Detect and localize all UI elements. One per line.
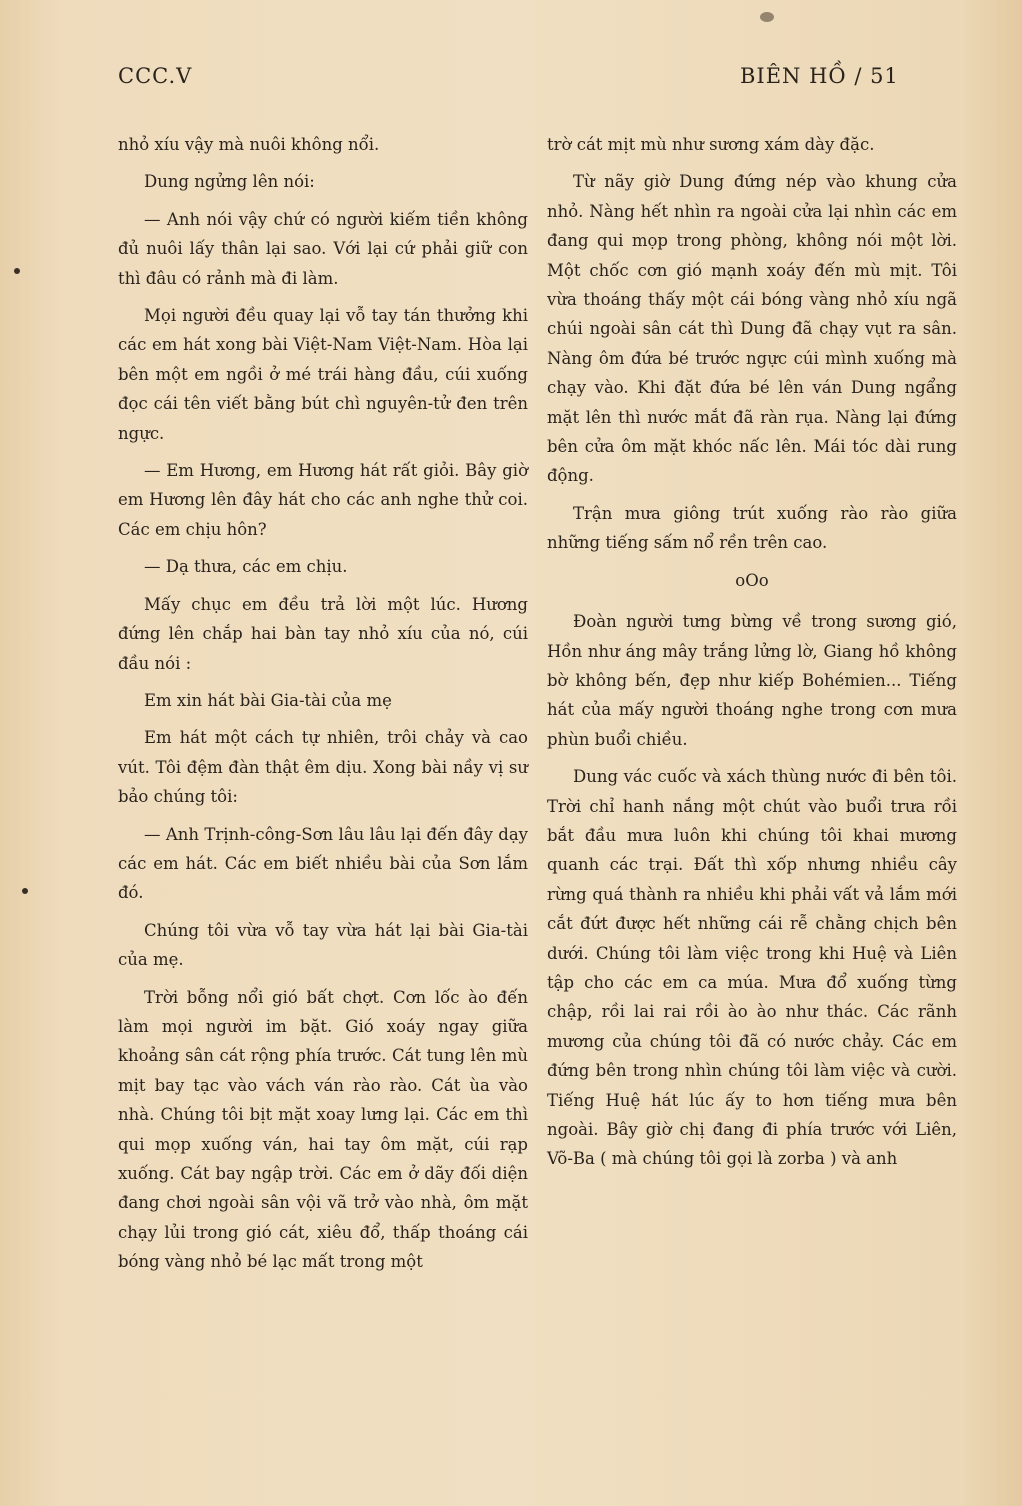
paragraph: Em hát một cách tự nhiên, trôi chảy và cao vút. Tôi đệm đàn thật êm dịu. Xong bài nầy vị sư bảo chúng tôi: <box>118 728 528 807</box>
ink-spot <box>760 12 774 22</box>
paragraph: Trận mưa giông trút xuống rào rào giữa những tiếng sấm nổ rền trên cao. <box>547 503 957 553</box>
paragraph: Chúng tôi vừa vỗ tay vừa hát lại bài Gia-tài của mẹ. <box>118 920 528 970</box>
paragraph: Dung vác cuốc và xách thùng nước đi bên tôi. Trời chỉ hanh nắng một chút vào buổi trưa rồi bắt đầu mưa luôn khi chúng tôi khai mương quanh các trại. Đất thì xốp nhưng nhiều cây rừng quá thành ra nhiều khi phải vất vả lắm mới cắt đứt được hết những cái rễ chằng chịch bên dưới. Chúng tôi làm việc trong khi Huệ và Liên tập cho các em ca múa. Mưa đổ xuống từng chập, rồi lai rai rồi ào ào như thác. Các rãnh mương của chúng tôi đã có nước chảy. Các em đứng bên trong nhìn chúng tôi làm việc và cười. Tiếng Huệ hát lúc ấy to hơn tiếng mưa bên ngoài. Bây giờ chị đang đi phía trước với Liên, Võ-Ba ( mà chúng tôi gọi là zorba ) và anh <box>547 767 957 1169</box>
paragraph: trờ cát mịt mù như sương xám dày đặc. <box>547 135 875 154</box>
left-column <box>118 130 528 1285</box>
header-page-number: BIÊN HỒ / 51 <box>740 64 899 88</box>
paragraph: — Em Hương, em Hương hát rất giỏi. Bây giờ em Hương lên đây hát cho các anh nghe thử coi. Các em chịu hôn? <box>118 461 528 539</box>
paragraph: nhỏ xíu vậy mà nuôi không nổi. <box>118 135 380 154</box>
ink-spot <box>22 888 28 894</box>
paragraph: Mọi người đều quay lại vỗ tay tán thưởng khi các em hát xong bài Việt-Nam Việt-Nam. Hòa lại bên một em ngồi ở mé trái hàng đầu, cúi xuống đọc cái tên viết bằng bút chì nguyên-tử đen trên ngực. <box>118 306 528 443</box>
right-column <box>547 130 957 1182</box>
paragraph: — Dạ thưa, các em chịu. <box>144 557 348 577</box>
section-divider: oOo <box>735 570 769 590</box>
paragraph: — Anh nói vậy chứ có người kiếm tiền không đủ nuôi lấy thân lại sao. Với lại cứ phải giữ con thì đâu có rảnh mà đi làm. <box>118 209 528 288</box>
paragraph: Dung ngửng lên nói: <box>144 172 315 192</box>
paragraph: Đoàn người tưng bừng về trong sương gió, Hồn như áng mây trắng lửng lờ, Giang hồ không bờ không bến, đẹp như kiếp Bohémien... Tiếng hát của mấy người thoáng nghe trong cơn mưa phùn buổi chiều. <box>547 612 957 749</box>
paragraph: — Anh Trịnh-công-Sơn lâu lâu lại đến đây dạy các em hát. Các em biết nhiều bài của Sơn lắm đó. <box>118 824 528 903</box>
song-title-line: Em xin hát bài Gia-tài của mẹ <box>144 690 392 710</box>
paragraph: Trời bỗng nổi gió bất chợt. Cơn lốc ào đến làm mọi người im bặt. Gió xoáy ngay giữa khoảng sân cát rộng phía trước. Cát tung lên mù mịt bay tạc vào vách ván rào rào. Cát ùa vào nhà. Chúng tôi bịt mặt xoay lưng lại. Các em thì qui mọp xuống ván, hai tay ôm mặt, cúi rạp xuống. Cát bay ngập trời. Các em ở dãy đối diện đang chơi ngoài sân vội vã trở vào nhà, ôm mặt chạy lủi trong gió cát, xiêu đổ, thấp thoáng cái bóng vàng nhỏ bé lạc mất trong một <box>118 987 528 1272</box>
paragraph: Mấy chục em đều trả lời một lúc. Hương đứng lên chắp hai bàn tay nhỏ xíu của nó, cúi đầu nói : <box>118 594 528 673</box>
paragraph: Từ nãy giờ Dung đứng nép vào khung cửa nhỏ. Nàng hết nhìn ra ngoài cửa lại nhìn các em đang qui mọp trong phòng, không nói một lời. Một chốc cơn gió mạnh xoáy đến mù mịt. Tôi vừa thoáng thấy một cái bóng vàng nhỏ xíu ngã chúi ngoài sân cát thì Dung đã chạy vụt ra sân. Nàng ôm đứa bé trước ngực cúi mình xuống mà chạy vào. Khi đặt đứa bé lên ván Dung ngẩng mặt lên thì nước mắt đã ràn rụa. Nàng lại đứng bên cửa ôm mặt khóc nấc lên. Mái tóc dài rung động. <box>547 172 957 486</box>
header-left: CCC.V <box>118 64 193 88</box>
ink-spot <box>14 268 20 274</box>
